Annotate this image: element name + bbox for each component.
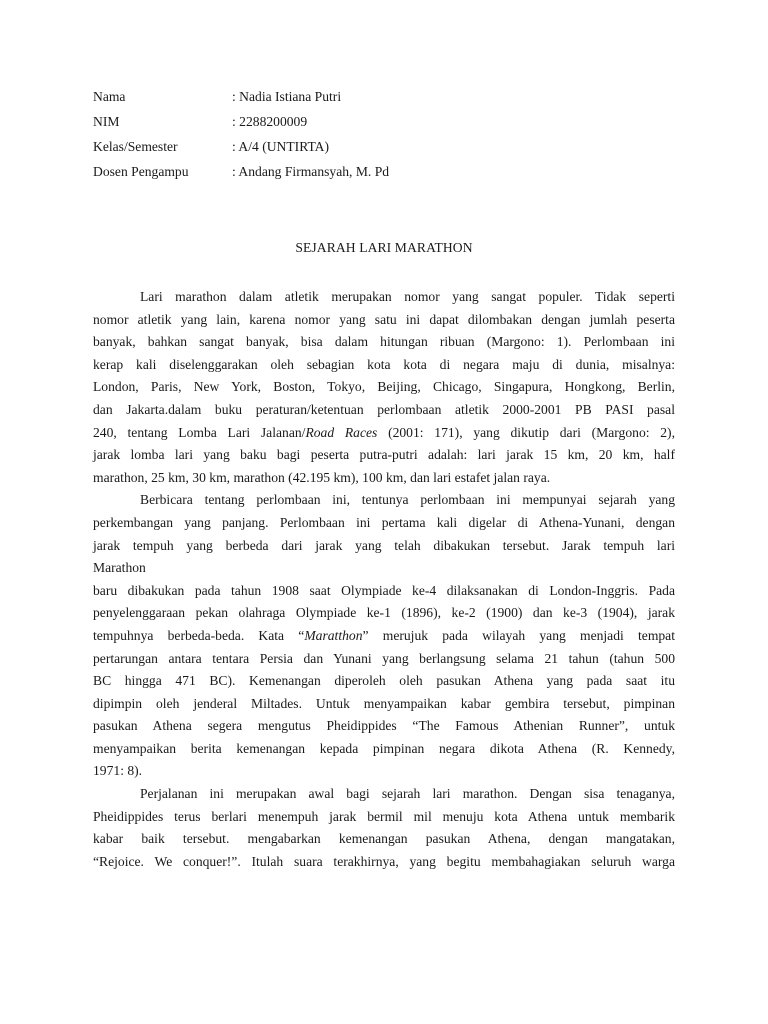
identity-value: : 2288200009 (232, 114, 308, 129)
paragraph-line-mixed (93, 422, 675, 445)
paragraph-line: jarak lomba lari yang baku bagi peserta putra-putri adalah: lari jarak 15 km, 20 km, half (93, 447, 675, 463)
paragraph-line: Lari marathon dalam atletik merupakan nomor yang sangat populer. Tidak seperti (140, 289, 675, 304)
italic-term: Maratthon (304, 627, 363, 643)
paragraph-line: Marathon (93, 560, 146, 576)
paragraph-line: 1971: 8). (93, 763, 143, 779)
paragraph-line: perkembangan yang panjang. Perlombaan ini pertama kali digelar di Athena-Yunani, dengan (93, 514, 675, 530)
identity-label: Kelas/Semester (93, 139, 178, 154)
paragraph-line: marathon, 25 km, 30 km, marathon (42.195 km), 100 km, dan lari estafet jalan raya. (93, 469, 551, 485)
student-identity-block (93, 87, 513, 187)
paragraph-line: pertarungan antara tentara Persia dan Yunani yang berlangsung selama 21 tahun (tahun 500 (93, 650, 675, 666)
paragraph-line-mixed (93, 625, 675, 648)
identity-value: : A/4 (UNTIRTA) (232, 139, 330, 154)
paragraph-line: pasukan Athena segera mengutus Pheidippides “The Famous Athenian Runner”, untuk (93, 718, 675, 734)
text-span: ” merujuk pada wilayah yang menjadi tempat (362, 627, 675, 643)
paragraph-line: jarak tempuh yang berbeda dari jarak yang telah dibakukan tersebut. Jarak tempuh lari (93, 537, 675, 553)
document-body (93, 286, 675, 873)
identity-row-lecturer (93, 162, 513, 187)
paragraph-line: penyelenggaraan pekan olahraga Olympiade ke-1 (1896), ke-2 (1900) dan ke-3 (1904), jarak (93, 605, 675, 621)
paragraph-line: dipimpin oleh jenderal Miltades. Untuk menyampaikan kabar gembira tersebut, pimpinan (93, 695, 675, 711)
text-span: 240, tentang Lomba Lari Jalanan/ (93, 424, 306, 440)
paragraph-line: baru dibakukan pada tahun 1908 saat Olympiade ke-4 dilaksanakan di London-Inggris. Pada (93, 582, 675, 598)
text-span: (2001: 171), yang dikutip dari (Margono: 2), (377, 424, 675, 440)
text-span: tempuhnya berbeda-beda. Kata “ (93, 627, 305, 643)
paragraph-line: “Rejoice. We conquer!”. Itulah suara terakhirnya, yang begitu membahagiakan seluruh warga (93, 853, 675, 869)
paragraph-line: kerap kali diselenggarakan oleh sebagian kota kota di negara maju di dunia, misalnya: (93, 356, 675, 372)
italic-term: Road Races (305, 424, 378, 440)
paragraph-line: Pheidippides terus berlari menempuh jarak bermil mil menuju kota Athena untuk membarik (93, 808, 675, 824)
paragraph-line: banyak, bahkan sangat banyak, bisa dalam hitungan ribuan (Margono: 1). Perlombaan ini (93, 334, 675, 350)
identity-label: NIM (93, 114, 120, 129)
paragraph-line: kabar baik tersebut. mengabarkan kemenangan pasukan Athena, dengan mangatakan, (93, 831, 675, 847)
paragraph-line: Perjalanan ini merupakan awal bagi sejarah lari marathon. Dengan sisa tenaganya, (140, 786, 675, 802)
paragraph-line: Berbicara tentang perlombaan ini, tentunya perlombaan ini mempunyai sejarah yang (140, 492, 675, 508)
document-title: SEJARAH LARI MARATHON (295, 240, 473, 255)
paragraph-line: dan Jakarta.dalam buku peraturan/ketentuan perlombaan atletik 2000-2001 PB PASI pasal (93, 401, 675, 417)
paragraph-line: London, Paris, New York, Boston, Tokyo, Beijing, Chicago, Singapura, Hongkong, Berlin, (93, 379, 675, 395)
identity-value: : Andang Firmansyah, M. Pd (232, 164, 390, 179)
paragraph-line: BC hingga 471 BC). Kemenangan diperoleh oleh pasukan Athena yang pada saat itu (93, 673, 675, 689)
paragraph-line: nomor atletik yang lain, karena nomor yang satu ini dapat dilombakan dengan jumlah peserta (93, 311, 675, 327)
identity-label: Dosen Pengampu (93, 164, 189, 179)
identity-row-nim (93, 112, 513, 137)
identity-row-name (93, 87, 513, 112)
identity-row-class-semester (93, 137, 513, 162)
paragraph-line: menyampaikan berita kemenangan kepada pimpinan negara dikota Athena (R. Kennedy, (93, 740, 675, 756)
identity-value: : Nadia Istiana Putri (232, 89, 342, 104)
identity-label: Nama (93, 89, 126, 104)
